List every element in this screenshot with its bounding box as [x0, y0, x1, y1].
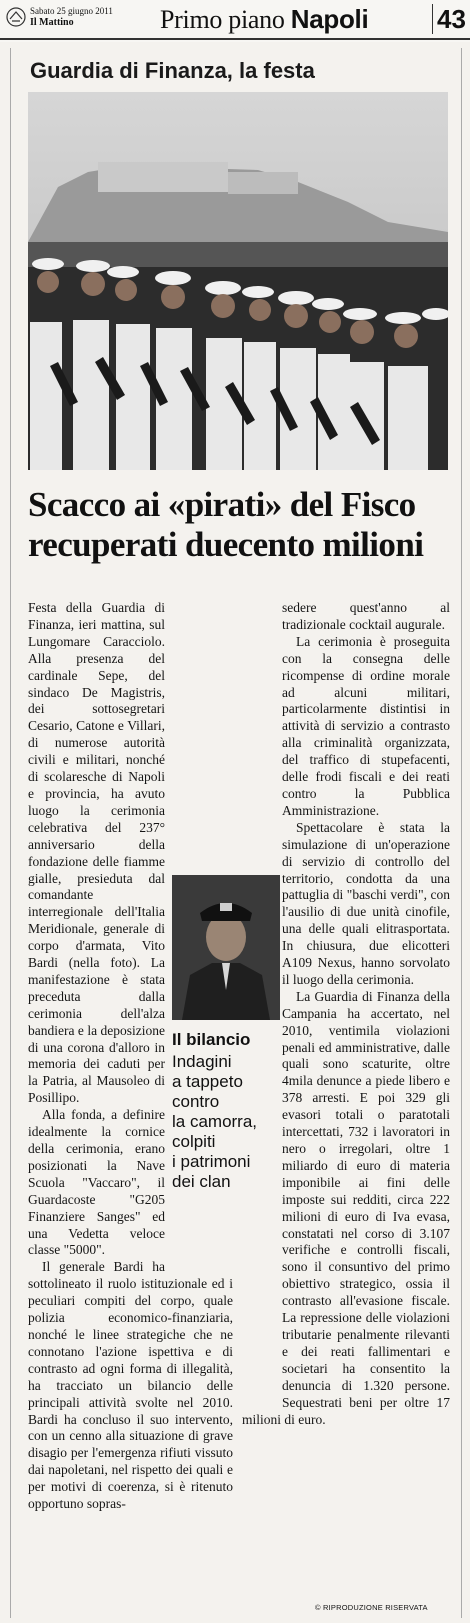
copyright-credit: © RIPRODUZIONE RISERVATA	[315, 1603, 428, 1612]
page-header	[0, 0, 470, 42]
sidebar-box-text	[172, 1052, 282, 1192]
issue-date: Sabato 25 giugno 2011	[30, 6, 113, 16]
paragraph: La Guardia di Finanza della Campania ha accertato, nel 2010, ventimila violazioni penali ed amministrative, dalle quali sono scaturite, oltre 4mila denunce a piede libero e 378 arresti. E poi 329 gli evasori totali o paratotali intercettati, 732 i lavoratori in nero o irregolari, oltre 1 miliardo di euro di materia imponibile ai fini delle imposte sui redditi, circa 222 milioni di euro di Iva evasa, constatati nel corso di 3.107 verifiche e controlli fiscali, sono il consuntivo del primo obiettivo strategico, ossia il contrasto all'evasione fiscale. La repressione delle violazioni tributarie penalmente rilevanti e dei reati fallimentari e societari ha consentito la denuncia di 1.320 persone. Sequestrati beni per oltre 17 milioni di euro.	[242, 988, 450, 1427]
newspaper-logo-icon	[5, 6, 27, 28]
sidebar-box-line: colpiti	[172, 1132, 216, 1151]
header-rule	[0, 38, 470, 40]
parade-photo	[28, 92, 448, 470]
article-headline	[28, 485, 448, 565]
section-title	[160, 4, 368, 35]
sidebar-box-line: i patrimoni	[172, 1152, 251, 1171]
sidebar-box-line: dei clan	[172, 1172, 231, 1191]
sidebar-box-line: a tappeto	[172, 1072, 243, 1091]
sidebar-box-line: Indagini	[172, 1052, 232, 1071]
section-title-light: Primo piano	[160, 5, 285, 34]
paragraph: Spettacolare è stata la simulazione di un'operazione di servizio di controllo del territorio, condotta da una pattuglia di "baschi verdi", con l'ausilio di due unità cinofile, una delle quali elitrasportata. In chiusura, due elicotteri A109 Nexus, hanno sorvolato il luogo della cerimonia.	[282, 819, 450, 987]
paragraph: Alla fonda, a definire idealmente la cornice della cerimonia, erano posizionati la Nave Scuola "Vaccaro", il Guardacoste "G205 Finanziere Sanges" ed una Vedetta veloce classe "5000".	[28, 1107, 165, 1258]
paragraph: Festa della Guardia di Finanza, ieri mattina, sul Lungomare Caracciolo. Alla presenza del cardinale Sepe, del sindaco De Magistris, dei sottosegretari Cesario, Catone e Villari, di numerose autorità civili e militari, nonché di scolaresche di Napoli e provincia, ha avuto luogo la cerimonia celebrativa del 237° anniversario della fondazione delle fiamme gialle, presieduta dal comandante interregionale dell'Italia Meridionale, generale di corpo d'armata, Vito Bardi (nella foto). La manifestazione è stata preceduta dalla cerimonia dell'alza bandiera e la deposizione di una corona d'alloro in memoria dei caduti per la Patria, al Mausoleo di Posillipo.	[28, 600, 165, 1106]
newspaper-name: Il Mattino	[30, 17, 74, 28]
paragraph: sedere quest'anno al tradizionale cocktail augurale.	[282, 600, 450, 632]
paragraph: Il generale Bardi ha sottolineato il ruolo istituzionale ed i peculiari compiti del corpo, quale polizia economico-finanziaria, nonché le linee strategiche che ne connotano l'azione ispettiva e di contrasto ad ogni forma di illegalità, ha tracciato un bilancio delle principali attività svolte nel 2010. Bardi ha concluso il suo intervento, con un cenno alla situazione di grave disagio per l'emergenza rifiuti vissuto dai napoletani, nel rispetto dei quali e per motivi di coerenza, si è ritenuto opportuno sopras-	[28, 1259, 233, 1512]
article-kicker: Guardia di Finanza, la festa	[30, 58, 315, 83]
sidebar-box-line: contro	[172, 1092, 220, 1111]
sidebar-box-line: la camorra,	[172, 1112, 258, 1131]
header-separator	[432, 4, 433, 34]
page-number: 43	[437, 4, 466, 34]
headline-line-1: Scacco ai «pirati» del Fisco	[28, 485, 416, 524]
headline-line-2: recuperati duecento milioni	[28, 525, 424, 564]
section-title-bold: Napoli	[290, 4, 369, 34]
sidebar-box-title: Il bilancio	[172, 1030, 251, 1049]
general-portrait-photo	[172, 875, 280, 1020]
paragraph: La cerimonia è proseguita con la consegna delle ricompense di ordine morale ad alcuni militari, particolarmente distintisi in attività di servizio a contrasto alla criminalità organizzata, del traffico di stupefacenti, delle frodi fiscali e dei reati contro la Pubblica Amministrazione.	[282, 633, 450, 818]
